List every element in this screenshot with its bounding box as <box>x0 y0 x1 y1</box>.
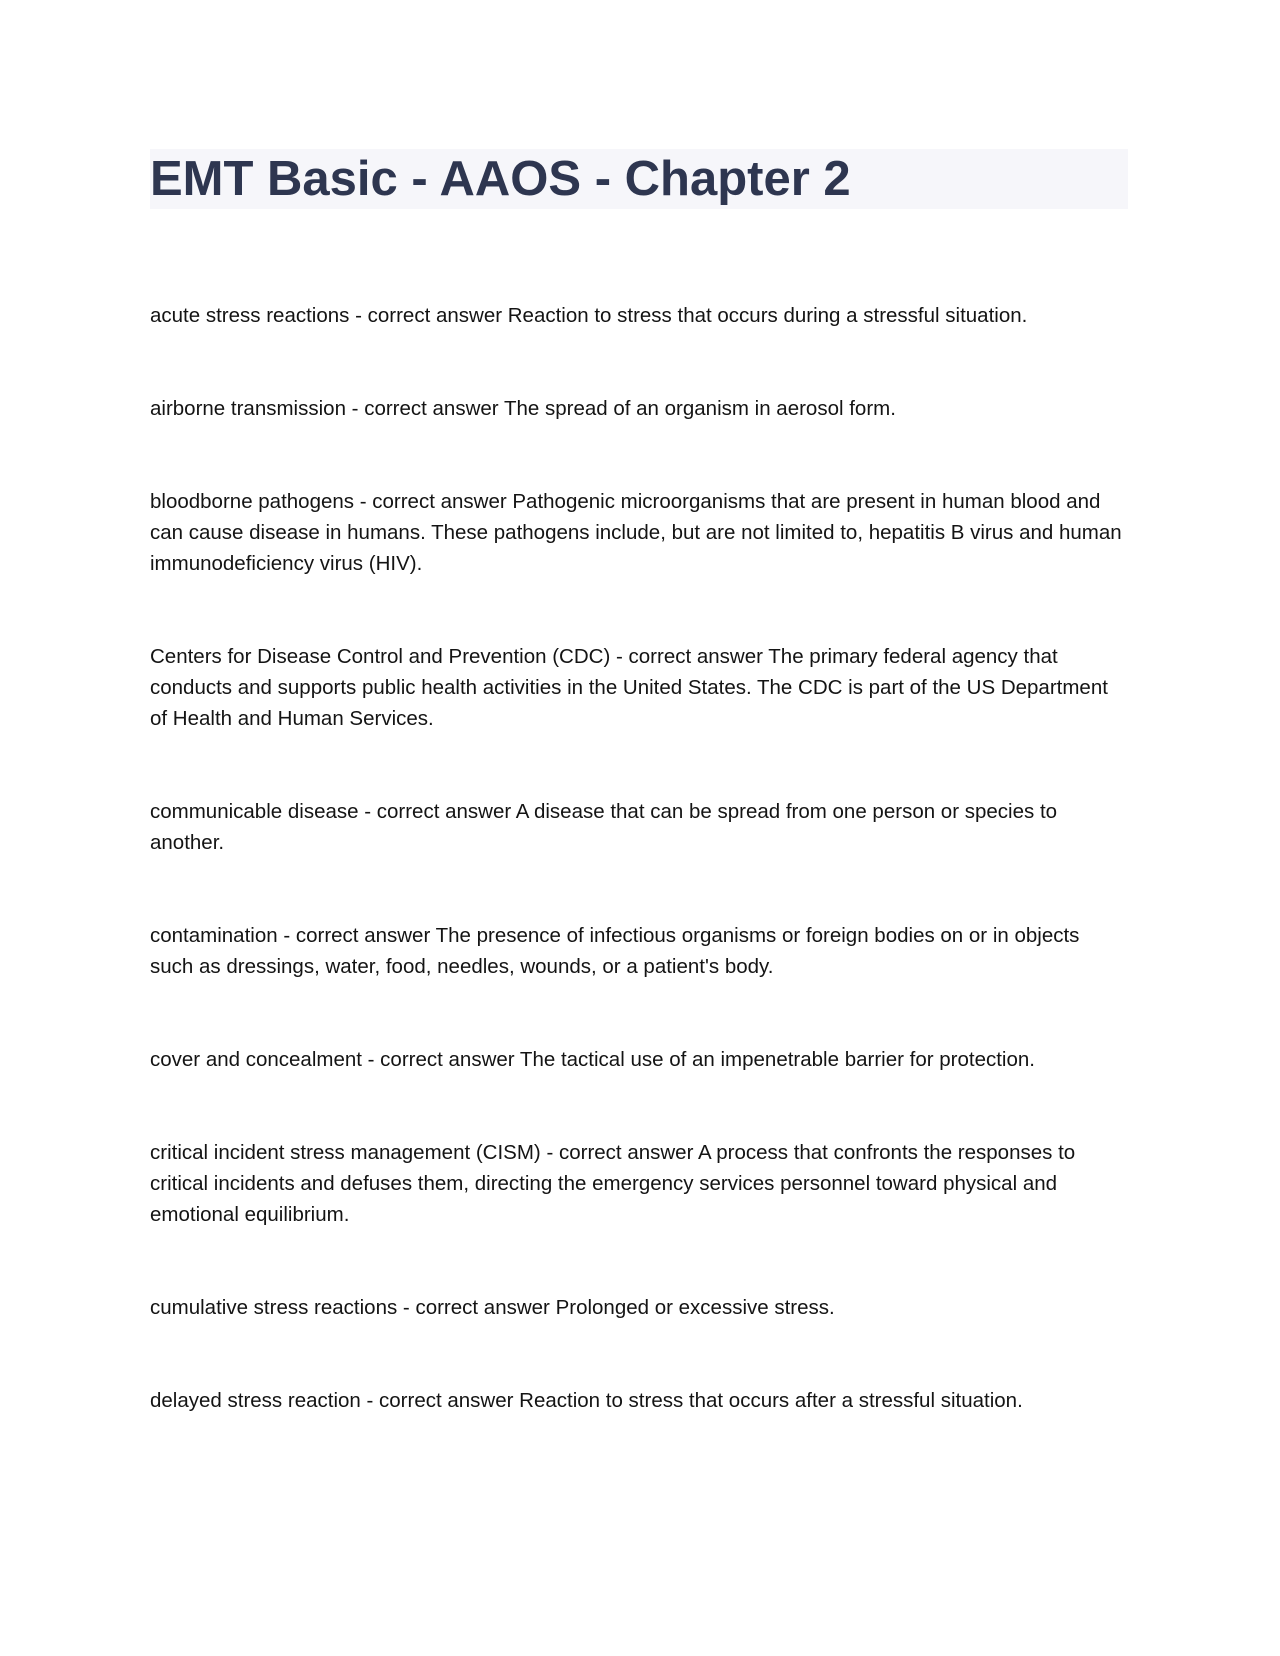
glossary-entry: communicable disease - correct answer A disease that can be spread from one person or species to another. <box>150 800 1058 854</box>
glossary-list <box>150 300 1128 1478</box>
glossary-entry: airborne transmission - correct answer The spread of an organism in aerosol form. <box>150 397 896 420</box>
glossary-entry: bloodborne pathogens - correct answer Pathogenic microorganisms that are present in human blood and can cause disease in humans. These pathogens include, but are not limited to, hepatitis B virus and human immunodeficiency virus (HIV). <box>150 490 1122 575</box>
glossary-entry: cumulative stress reactions - correct answer Prolonged or excessive stress. <box>150 1296 835 1319</box>
glossary-entry: critical incident stress management (CISM) - correct answer A process that confronts the responses to critical incidents and defuses them, directing the emergency services personnel toward physical and emotional equilibrium. <box>150 1141 1076 1226</box>
glossary-entry: cover and concealment - correct answer The tactical use of an impenetrable barrier for protection. <box>150 1048 1035 1071</box>
glossary-entry: Centers for Disease Control and Prevention (CDC) - correct answer The primary federal agency that conducts and supports public health activities in the United States. The CDC is part of the US Department of Health and Human Services. <box>150 645 1108 730</box>
glossary-entry: acute stress reactions - correct answer Reaction to stress that occurs during a stressful situation. <box>150 304 1028 327</box>
document-title: EMT Basic - AAOS - Chapter 2 <box>150 152 851 206</box>
glossary-entry: delayed stress reaction - correct answer Reaction to stress that occurs after a stressful situation. <box>150 1389 1023 1412</box>
glossary-entry: contamination - correct answer The presence of infectious organisms or foreign bodies on or in objects such as dressings, water, food, needles, wounds, or a patient's body. <box>150 924 1080 978</box>
